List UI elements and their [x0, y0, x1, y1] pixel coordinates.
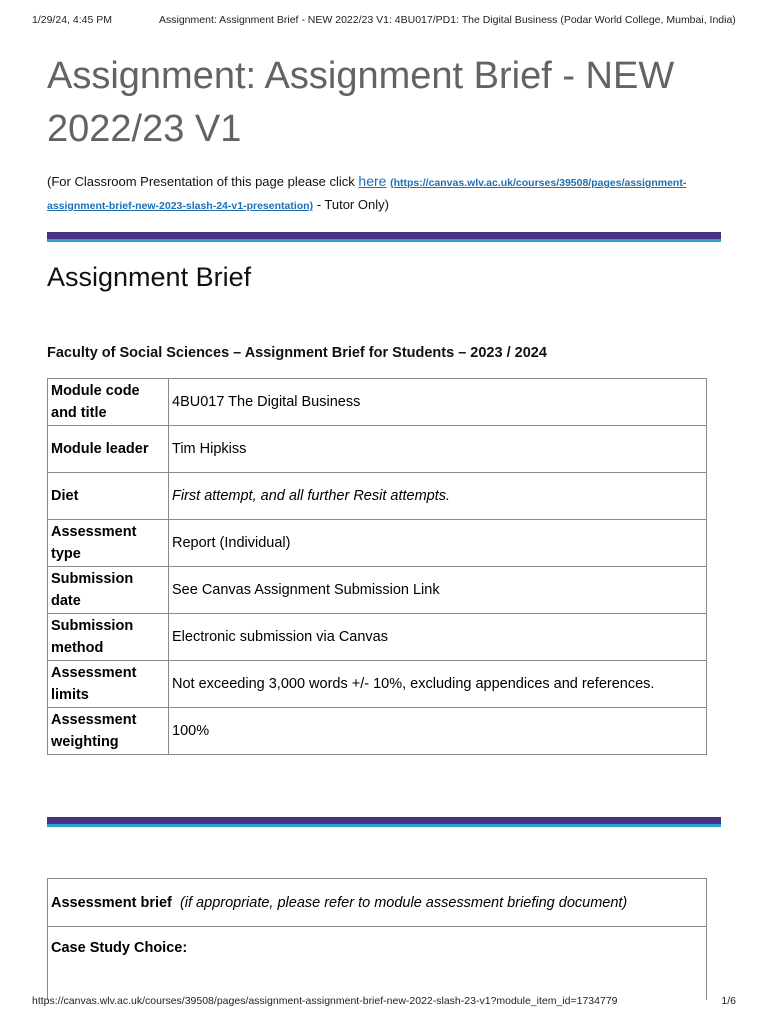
section-divider-bottom: [47, 817, 721, 827]
presentation-suffix: - Tutor Only): [313, 197, 389, 212]
case-study-label: Case Study Choice:: [51, 940, 188, 956]
table-row: [48, 426, 707, 473]
assessment-brief-cell: [48, 879, 707, 927]
table-row: [48, 614, 707, 661]
table-cell-label: Diet: [48, 473, 169, 520]
page-title: [47, 50, 737, 156]
assessment-brief-note: (if appropriate, please refer to module assessment briefing document): [179, 894, 628, 911]
page-title-line-1: Assignment: Assignment Brief - NEW: [47, 55, 675, 97]
table-row: [48, 379, 707, 426]
assessment-brief-label: Assessment brief: [51, 894, 172, 911]
table-cell-value: 100%: [169, 708, 707, 755]
divider-purple-band: [47, 817, 721, 824]
table-cell-value: Report (Individual): [169, 520, 707, 567]
table-row: [48, 661, 707, 708]
table-cell-label: Submission method: [48, 614, 169, 661]
table-cell-value: [169, 473, 707, 520]
table-cell-value: See Canvas Assignment Submission Link: [169, 567, 707, 614]
table-cell-value: Electronic submission via Canvas: [169, 614, 707, 661]
table-cell-value: 4BU017 The Digital Business: [169, 379, 707, 426]
page-title-line-2: 2022/23 V1: [47, 108, 242, 150]
assessment-brief-table: [47, 878, 707, 1000]
table-cell-value: Tim Hipkiss: [169, 426, 707, 473]
table-cell-label: Assessment type: [48, 520, 169, 567]
table-row: [48, 473, 707, 520]
case-study-cell: [48, 927, 707, 1001]
section-divider-top: [47, 232, 721, 242]
diet-value: First attempt, and all further Resit attempts.: [172, 488, 451, 504]
divider-purple-band: [47, 232, 721, 239]
presentation-note: [47, 171, 737, 217]
divider-teal-band: [47, 239, 721, 242]
table-row: [48, 708, 707, 755]
print-footer-url: https://canvas.wlv.ac.uk/courses/39508/pages/assignment-assignment-brief-new-2022-slash-23-v1?module_item_id=1734779: [32, 995, 618, 1007]
table-cell-label: Submission date: [48, 567, 169, 614]
presentation-prefix: (For Classroom Presentation of this page please click: [47, 174, 359, 189]
divider-teal-band: [47, 824, 721, 827]
table-cell-label: Module leader: [48, 426, 169, 473]
presentation-link-url: (https://canvas.wlv.ac.uk/courses/39508/pages/assignment-assignment-brief-new-2023-slash-24-v1-presentation): [47, 177, 687, 212]
table-row: [48, 879, 707, 927]
table-cell-value: Not exceeding 3,000 words +/- 10%, excluding appendices and references.: [169, 661, 707, 708]
table-cell-label: Module code and title: [48, 379, 169, 426]
section-heading: Assignment Brief: [47, 262, 252, 292]
table-row: [48, 927, 707, 1001]
print-page-number: 1/6: [721, 995, 736, 1007]
print-datetime: 1/29/24, 4:45 PM: [32, 14, 112, 26]
faculty-line: Faculty of Social Sciences – Assignment Brief for Students – 2023 / 2024: [47, 345, 547, 361]
table-row: [48, 567, 707, 614]
assignment-brief-table: [47, 378, 707, 755]
print-page-title: Assignment: Assignment Brief - NEW 2022/23 V1: 4BU017/PD1: The Digital Business (Podar World College, Mumbai, India): [159, 14, 736, 26]
presentation-link-text: here: [358, 173, 387, 189]
table-cell-label: Assessment limits: [48, 661, 169, 708]
table-row: [48, 520, 707, 567]
table-cell-label: Assessment weighting: [48, 708, 169, 755]
